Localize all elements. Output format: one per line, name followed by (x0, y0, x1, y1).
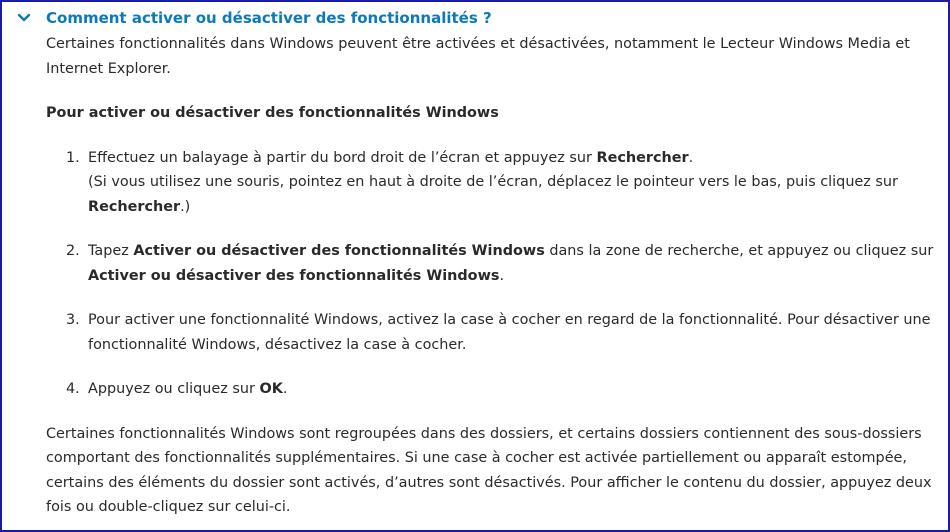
step-number: 3. (66, 312, 80, 328)
chevron-down-icon[interactable] (16, 10, 32, 26)
step-text-middle: dans la zone de recherche, et appuyez ou cliquez sur (544, 243, 934, 259)
step-4 (46, 377, 948, 402)
accordion-header[interactable] (16, 7, 492, 29)
accordion-title[interactable]: Comment activer ou désactiver des fonctionnalités ? (46, 9, 492, 27)
step-text: Appuyez ou cliquez sur (88, 381, 260, 397)
step-number: 4. (66, 381, 80, 397)
step-number: 2. (66, 243, 80, 259)
step-text: Pour activer une fonctionnalité Windows, activez la case à cocher en regard de la fonctionnalité. Pour désactiver une fonctionnalité Windows, désactivez la case à cocher. (88, 312, 931, 353)
step-text-end: . (282, 381, 288, 397)
steps-list (46, 146, 948, 402)
step-number: 1. (66, 149, 80, 166)
step-2 (46, 239, 948, 288)
intro-paragraph: Certaines fonctionnalités dans Windows peuvent être activées et désactivées, notamment le Lecteur Windows Media et Internet Explorer. (46, 36, 910, 77)
step-note-keyword: Rechercher (88, 198, 181, 215)
step-3 (46, 308, 948, 357)
step-note: (Si vous utilisez une souris, pointez en haut à droite de l’écran, déplacez le pointeur vers le bas, puis cliquez sur (88, 174, 898, 190)
step-text: Effectuez un balayage à partir du bord droit de l’écran et appuyez sur (88, 149, 597, 166)
step-note-end: .) (180, 198, 191, 215)
step-keyword: OK (259, 381, 283, 397)
step-keyword: Rechercher (596, 149, 689, 166)
closing-paragraph: Certaines fonctionnalités Windows sont regroupées dans des dossiers, et certains dossiers contiennent des sous-dossiers comportant des fonctionnalités supplémentaires. Si une case à cocher est activée partiellement ou apparaît estompée, certains des éléments du dossier sont activés, d’autres sont désactivés. Pour afficher le contenu du dossier, appuyez deux fois ou double-cliquez sur celui-ci. (46, 425, 932, 515)
step-text-end: . (688, 149, 694, 166)
step-keyword: Activer ou désactiver des fonctionnalités Windows (133, 243, 545, 259)
step-1 (46, 146, 948, 220)
step-text: Tapez (88, 243, 134, 259)
section-heading: Pour activer ou désactiver des fonctionnalités Windows (46, 105, 499, 121)
step-text-end: . (499, 267, 505, 284)
accordion-content (46, 32, 948, 520)
step-keyword-2: Activer ou désactiver des fonctionnalités Windows (88, 267, 500, 284)
